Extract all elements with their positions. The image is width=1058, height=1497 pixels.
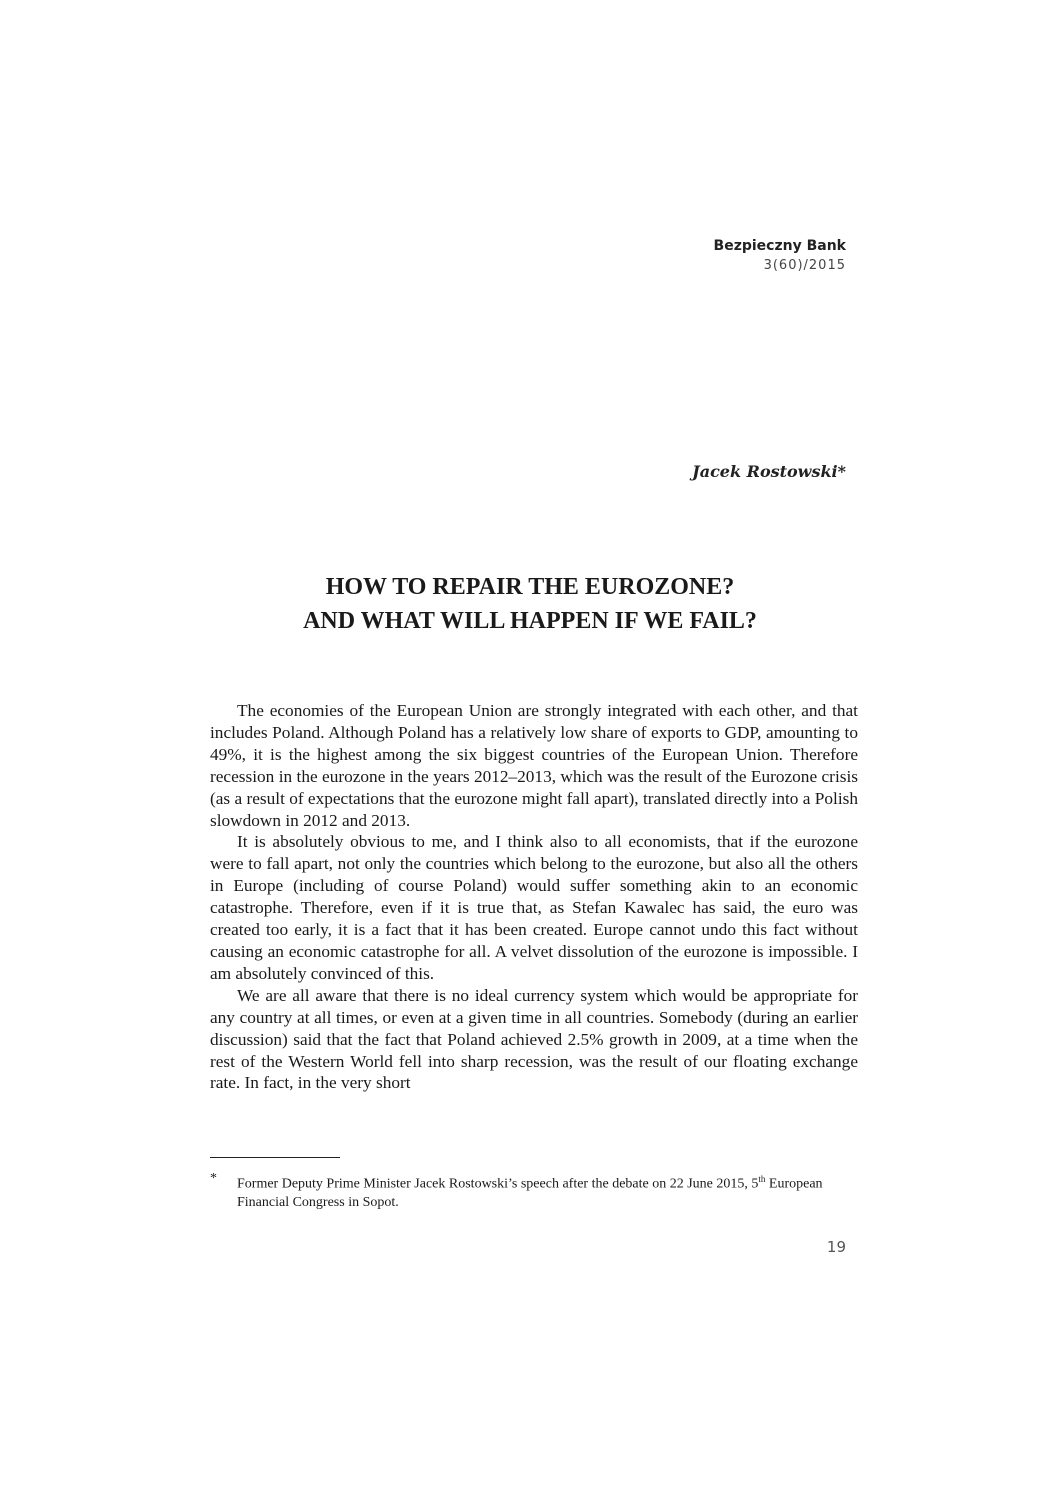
article-body <box>210 700 858 1094</box>
footnote-mark: * <box>210 1171 217 1186</box>
footnote-text-part2: European Financial Congress in Sopot. <box>237 1176 823 1210</box>
title-line-1: HOW TO REPAIR THE EUROZONE? <box>325 574 735 600</box>
footnote-superscript: th <box>758 1174 766 1184</box>
page-number: 19 <box>826 1238 846 1256</box>
article-title <box>200 570 860 638</box>
footnote-divider <box>210 1157 340 1158</box>
author-name: Jacek Rostowski* <box>692 462 846 481</box>
footnote-text-part1: Former Deputy Prime Minister Jacek Rostowski’s speech after the debate on 22 June 2015, 5 <box>237 1176 759 1192</box>
paragraph: The economies of the European Union are strongly integrated with each other, and that includes Poland. Although Poland has a relatively low share of exports to GDP, amounting to 49%, it is the highest among the six biggest countries of the European Union. Therefore recession in the eurozone in the years 2012–2013, which was the result of the Eurozone crisis (as a result of expectations that the eurozone might fall apart), translated directly into a Polish slowdown in 2012 and 2013. <box>210 701 858 830</box>
title-line-2: AND WHAT WILL HAPPEN IF WE FAIL? <box>303 608 757 634</box>
footnote-text <box>237 1170 858 1212</box>
paragraph: We are all aware that there is no ideal currency system which would be appropriate for any country at all times, or even at a given time in all countries. Somebody (during an earlier discussion) said that the fact that Poland achieved 2.5% growth in 2009, at a time when the rest of the Western World fell into sharp recession, was the result of our floating exchange rate. In fact, in the very short <box>210 985 858 1093</box>
journal-name: Bezpieczny Bank <box>713 238 846 254</box>
footnote <box>210 1170 858 1212</box>
journal-issue: 3(60)/2015 <box>763 258 846 273</box>
paragraph: It is absolutely obvious to me, and I think also to all economists, that if the eurozone were to fall apart, not only the countries which belong to the eurozone, but also all the others in Europe (including of course Poland) would suffer something akin to an economic catastrophe. Therefore, even if it is true that, as Stefan Kawalec has said, the euro was created too early, it is a fact that it has been created. Europe cannot undo this fact without causing an economic catastrophe for all. A velvet dissolution of the eurozone is impossible. I am absolutely convinced of this. <box>210 832 858 983</box>
journal-header <box>714 236 846 276</box>
